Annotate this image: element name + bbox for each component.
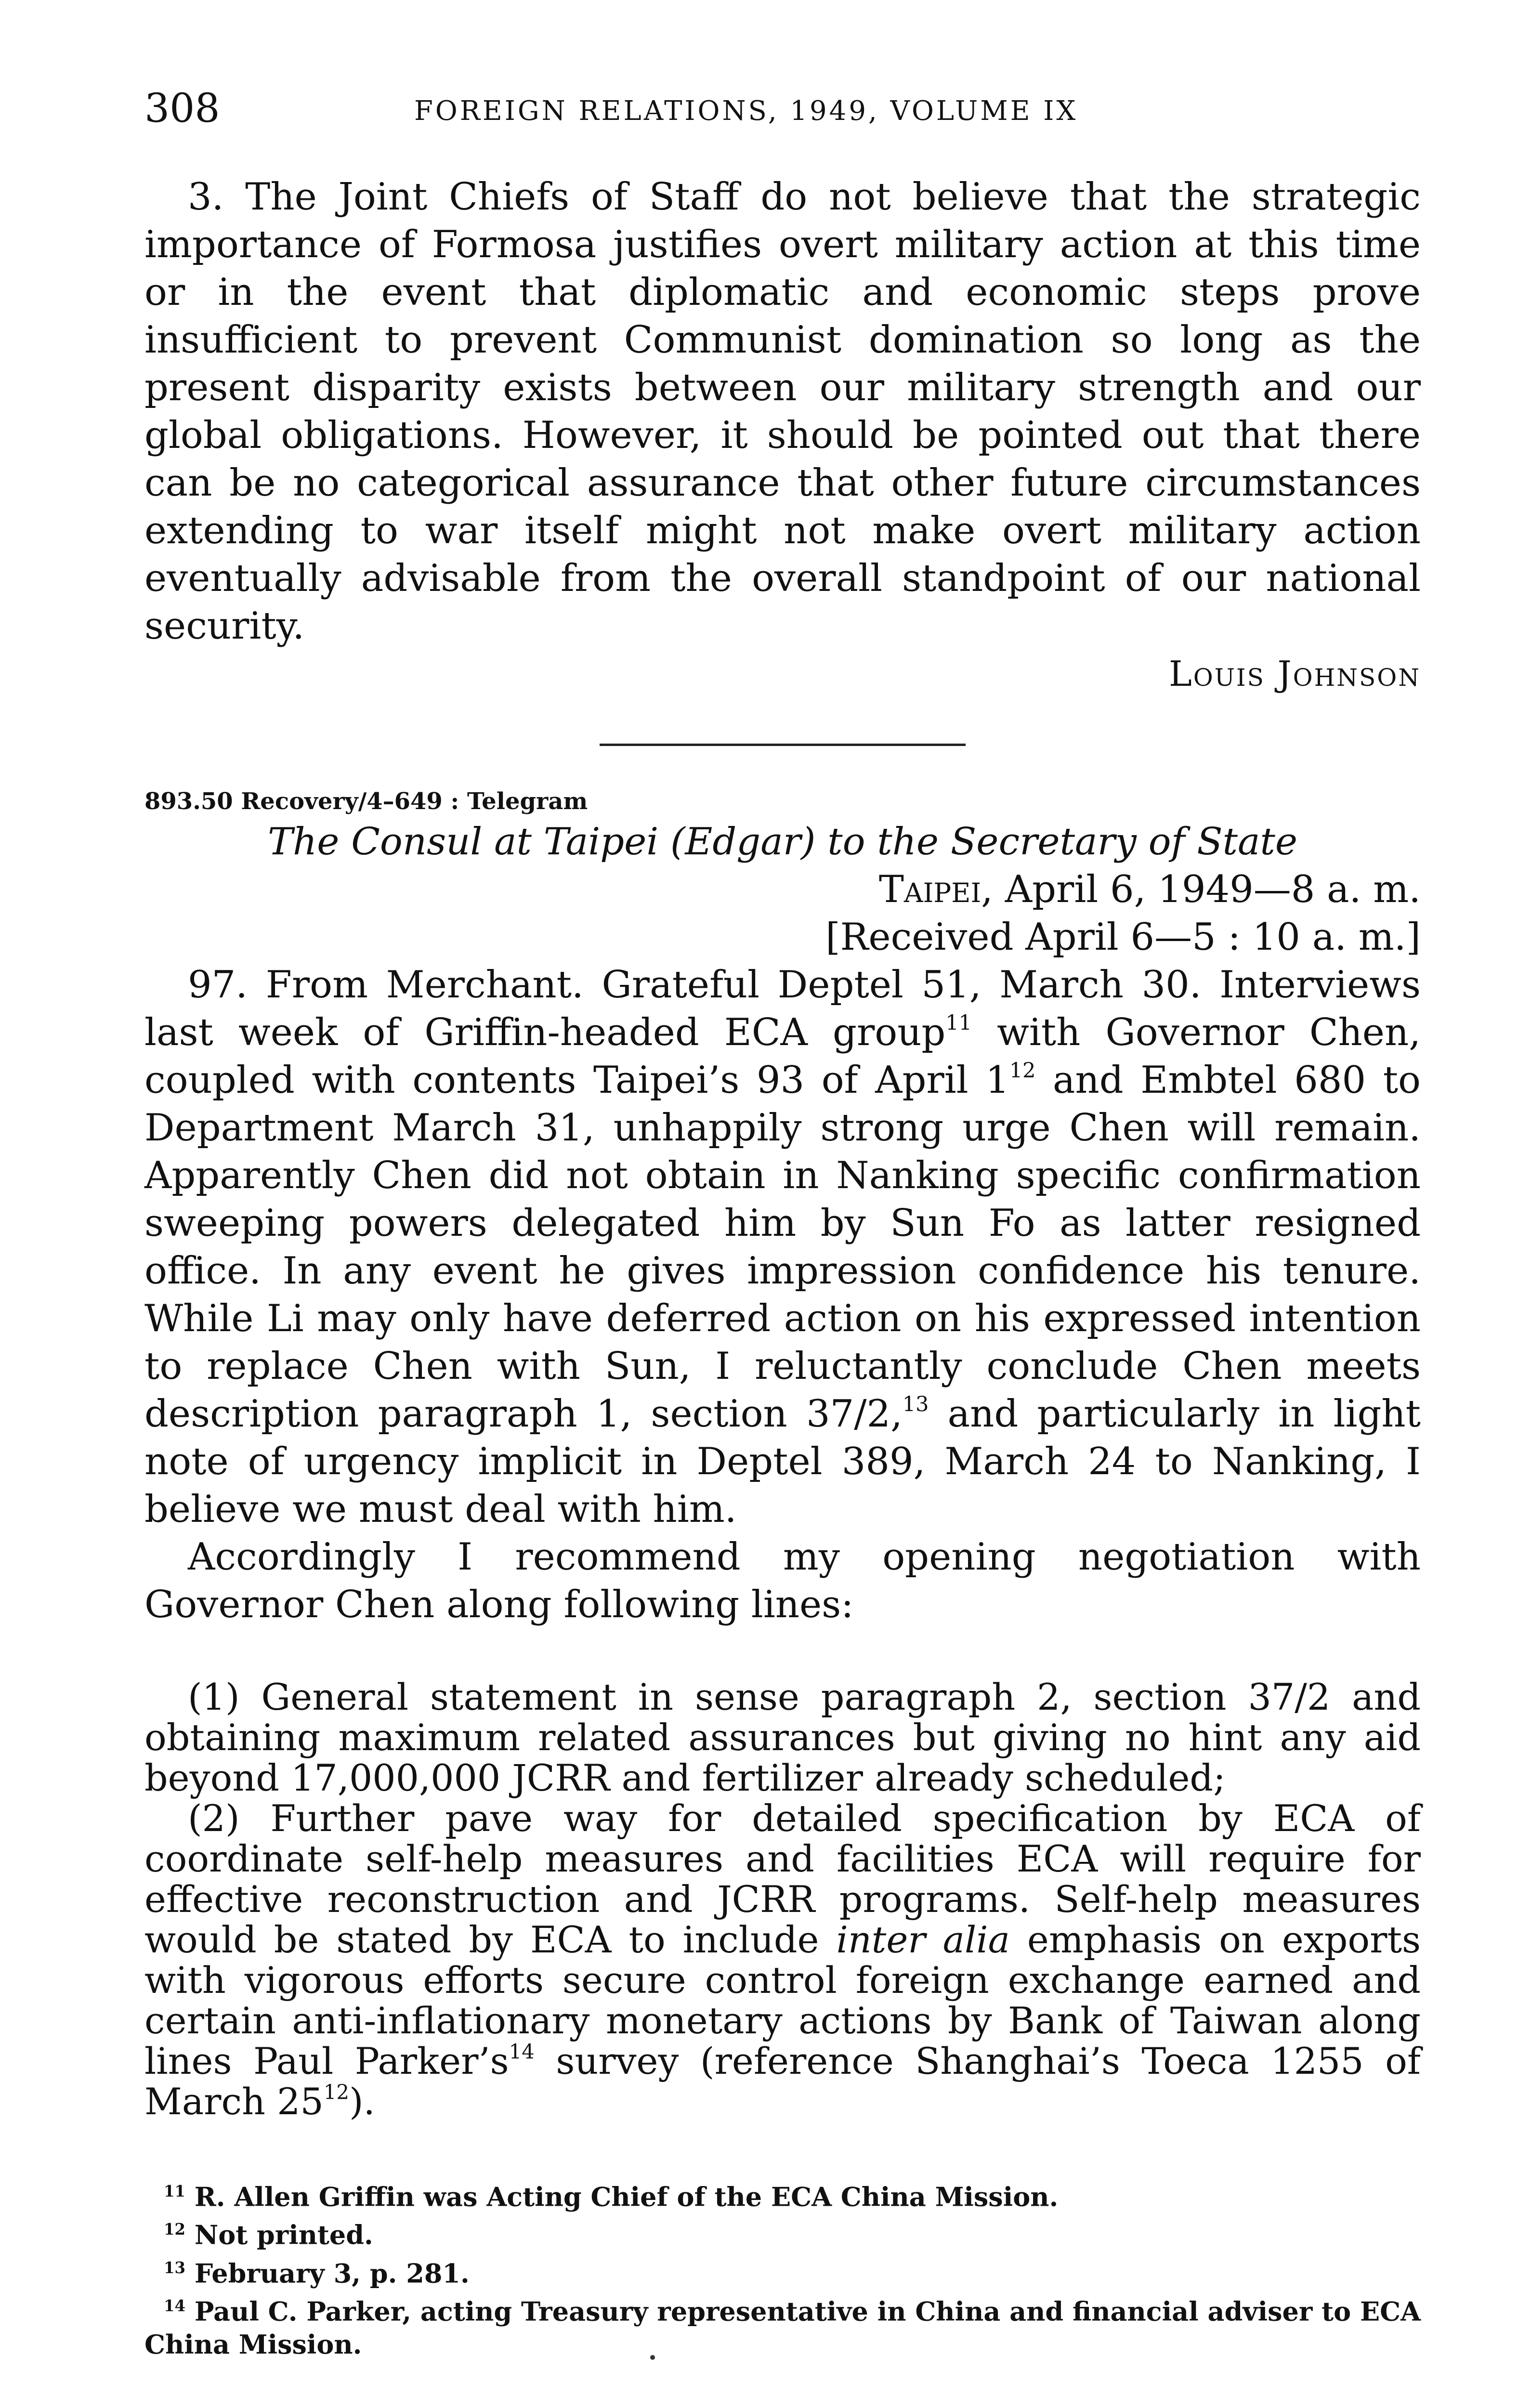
text-segment: (2) Further pave way for detailed specification by ECA of coordinate self-help measures and facilities ECA will require for effective reconstruction and JCRR programs. Self-help measures would be stated by ECA to include — [144, 1797, 1421, 1961]
running-head: FOREIGN RELATIONS, 1949, VOLUME IX — [414, 95, 1078, 127]
paragraph-jcs-formosa: 3. The Joint Chiefs of Staff do not believe that the strategic importance of Formosa justifies overt military action at this time or in the event that diplomatic and economic steps prove insufficient to prevent Communist domination so long as the present disparity exists between our military strength and our global obligations. However, it should be pointed out that there can be no categorical assurance that other future circumstances extending to war itself might not make overt military action eventually advisable from the overall standpoint of our national security. — [144, 175, 1421, 648]
paragraph-telegram-97 — [144, 961, 1421, 1533]
footnote — [144, 2213, 1421, 2251]
footnote — [144, 2175, 1421, 2213]
footnote — [144, 2290, 1421, 2360]
paragraph-accordingly: Accordingly I recommend my opening negotiation with Governor Chen along following lines: — [144, 1535, 1421, 1626]
recommendation-list — [144, 1677, 1421, 2122]
list-item: (1) General statement in sense paragraph 2, section 37/2 and obtaining maximum related assurances but giving no hint any aid beyond 17,000,000 JCRR and fertilizer already scheduled; — [144, 1675, 1421, 1799]
page-header — [144, 86, 1421, 134]
received-line: [Received April 6—5 : 10 a. m.] — [825, 916, 1421, 959]
footnotes — [144, 2175, 1421, 2361]
text-segment: 97. From Merchant. Grateful Deptel 51, March 30. Interviews last week of Griffin-headed ECA group — [144, 963, 1421, 1054]
file-reference: 893.50 Recovery/4–649 : Telegram — [144, 788, 588, 815]
list-item — [144, 1798, 1421, 2122]
section-divider — [600, 744, 966, 746]
text-segment: survey (reference Shanghai’s Toeca 1255 of March 25 — [144, 2040, 1421, 2123]
stray-dot — [650, 2355, 655, 2360]
footnote-ref: 11 — [945, 1010, 972, 1035]
text-segment: emphasis on exports with vigorous efforts secure control foreign exchange earned and certain anti-inflationary monetary actions by Bank of Taiwan along lines Paul Parker’s — [144, 1918, 1421, 2082]
dateline — [144, 866, 1421, 914]
footnote-text: Not printed. — [194, 2219, 373, 2251]
dateline-date: April 6, 1949—8 a. m. — [1005, 868, 1421, 911]
body-text — [144, 173, 1421, 2361]
footnote-mark: 14 — [164, 2297, 186, 2316]
footnote-ref: 12 — [1009, 1058, 1036, 1083]
dateline-place: Taipei, — [878, 868, 993, 911]
footnote-ref: 13 — [902, 1392, 929, 1416]
text-segment: with Governor Chen, coupled with contents Taipei’s 93 of April 1 — [144, 1011, 1421, 1102]
text-segment: and Embtel 680 to Department March 31, unhappily strong urge Chen will remain. Apparently Chen did not obtain in Nanking specific confirmation sweeping powers delegated him by Sun Fo as latter resigned office. In any event he gives impression confidence his tenure. While Li may only have deferred action on his expressed intention to replace Chen with Sun, I reluctantly conclude Chen meets description paragraph 1, section 37/2, — [144, 1059, 1421, 1436]
footnote-text: Paul C. Parker, acting Treasury representative in China and financial adviser to ECA China Mission. — [144, 2296, 1421, 2360]
footnote-ref: 14 — [509, 2040, 535, 2064]
footnote-ref: 12 — [323, 2080, 350, 2104]
footnote-mark: 11 — [164, 2182, 186, 2200]
footnote-text: February 3, p. 281. — [194, 2258, 470, 2289]
text-segment: and particularly in light note of urgency implicit in Deptel 389, March 24 to Nanking, I believe we must deal with him. — [144, 1392, 1421, 1531]
text-segment: ). — [349, 2080, 375, 2123]
document-title: The Consul at Taipei (Edgar) to the Secretary of State — [268, 820, 1297, 864]
italic-term: inter alia — [836, 1918, 1010, 1961]
footnote-mark: 12 — [164, 2220, 186, 2239]
footnote-text: R. Allen Griffin was Acting Chief of the ECA China Mission. — [194, 2181, 1059, 2212]
footnote-mark: 13 — [164, 2258, 186, 2277]
page-number: 308 — [144, 86, 220, 131]
signature: Louis Johnson — [1168, 654, 1421, 694]
footnote — [144, 2251, 1421, 2290]
